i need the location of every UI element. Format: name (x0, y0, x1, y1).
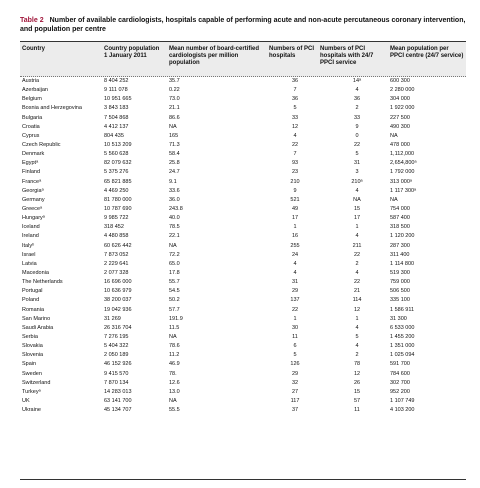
cell-population: 2 077 328 (104, 269, 129, 276)
cell-population: 5 375 276 (104, 169, 129, 176)
cell-country: Switzerland (22, 379, 51, 386)
cell-population-per-centre: 302 700 (390, 379, 410, 386)
cell-population-per-centre: 2,654,800ᵃ (390, 160, 417, 167)
cell-pci-hospitals: 22 (291, 306, 299, 313)
cell-population-per-centre: 287 300 (390, 242, 410, 249)
cell-population: 9 111 078 (104, 87, 128, 94)
cell-ppci-hospitals: 1 (355, 224, 359, 231)
cell-cardiologists: 58.4 (169, 151, 180, 158)
cell-pci-hospitals: 16 (291, 233, 299, 240)
cell-country: UK (22, 397, 30, 404)
cell-population: 8 404 252 (104, 78, 129, 84)
cell-population: 81 780 000 (104, 196, 132, 203)
cell-country: Germany (22, 196, 45, 203)
cell-pci-hospitals: 7 (293, 151, 297, 158)
cell-population-per-centre: 506 500 (390, 288, 410, 295)
cell-population: 38 200 037 (104, 297, 132, 304)
cell-pci-hospitals: 5 (293, 105, 297, 112)
cell-pci-hospitals: 521 (290, 196, 300, 203)
cell-cardiologists: 17.8 (169, 269, 180, 276)
cell-cardiologists: 22.1 (169, 233, 180, 240)
table-row (20, 150, 466, 159)
cell-pci-hospitals: 33 (291, 114, 299, 121)
cell-pci-hospitals: 49 (291, 205, 299, 212)
table-row (20, 77, 466, 86)
table-row (20, 379, 466, 388)
cell-cardiologists: 0.22 (169, 87, 180, 94)
cell-population: 26 316 704 (104, 324, 132, 331)
cell-pci-hospitals: 24 (291, 251, 299, 258)
cell-population: 82 079 632 (104, 160, 132, 167)
cell-pci-hospitals: 12 (291, 123, 299, 130)
cell-ppci-hospitals: 211 (352, 242, 362, 249)
table-row (20, 388, 466, 397)
cell-cardiologists: 191.9 (169, 315, 183, 322)
cell-country: Sweden (22, 370, 42, 377)
cell-ppci-hospitals: 57 (353, 397, 361, 404)
cell-population-per-centre: 591 700 (390, 361, 410, 368)
cell-population-per-centre: 1 025 094 (390, 352, 415, 359)
cell-country: Italyᵇ (22, 242, 35, 249)
cell-ppci-hospitals: 2 (355, 352, 359, 359)
cell-pci-hospitals: 22 (291, 141, 299, 148)
cell-cardiologists: 65.0 (169, 260, 180, 267)
cell-ppci-hospitals: 5 (355, 333, 359, 340)
cell-pci-hospitals: 27 (291, 388, 299, 395)
cell-ppci-hospitals: 22 (353, 251, 361, 258)
cell-population-per-centre: 1,112,000 (390, 151, 415, 158)
table-row (20, 159, 466, 168)
cell-population-per-centre: 1 792 000 (390, 169, 415, 176)
cell-cardiologists: 33.6 (169, 187, 180, 194)
table-row (20, 123, 466, 132)
cell-country: Denmark (22, 151, 45, 158)
cell-cardiologists: 57.7 (169, 306, 180, 313)
cell-population: 318 452 (104, 224, 124, 231)
cell-ppci-hospitals: 11 (354, 407, 360, 414)
cell-population: 5 560 628 (104, 151, 129, 158)
cell-ppci-hospitals: NA (353, 196, 361, 203)
header-country: Country (22, 46, 45, 52)
table-row (20, 104, 466, 113)
cell-cardiologists: 11.5 (169, 324, 180, 331)
cell-population: 4 469 250 (104, 187, 129, 194)
cell-ppci-hospitals: 21 (353, 288, 361, 295)
cell-pci-hospitals: 255 (290, 242, 300, 249)
cell-country: Turkeyᵃ (22, 388, 41, 395)
cell-country: Cyprus (22, 132, 40, 139)
cell-country: Slovakia (22, 343, 43, 350)
cell-pci-hospitals: 29 (291, 288, 299, 295)
cell-pci-hospitals: 137 (290, 297, 300, 304)
cell-country: Ireland (22, 233, 39, 240)
cell-country: Franceᵃ (22, 178, 42, 185)
cell-cardiologists: 72.2 (169, 251, 180, 258)
table-title: Number of available cardiologists, hospitals capable of performing acute and non-acute percutaneous coronary intervention, and population per centre (20, 17, 466, 33)
table-row (20, 196, 466, 205)
cell-population-per-centre: 1 351 000 (390, 343, 415, 350)
cell-population: 16 696 000 (104, 279, 132, 286)
cell-pci-hospitals: 17 (291, 215, 299, 222)
cell-population: 5 404 322 (104, 343, 129, 350)
cell-population-per-centre: 313 000ᵃ (390, 178, 412, 185)
cell-population-per-centre: 1 114 800 (390, 260, 415, 267)
cell-cardiologists: 243.8 (169, 205, 183, 212)
table-row (20, 287, 466, 296)
cell-ppci-hospitals: 5 (355, 151, 359, 158)
cell-ppci-hospitals: 4 (355, 187, 359, 194)
cell-cardiologists: NA (169, 123, 177, 130)
cell-population: 14 283 013 (104, 388, 132, 395)
cell-pci-hospitals: 4 (293, 260, 297, 267)
table-row (20, 232, 466, 241)
cell-country: Czech Republic (22, 141, 61, 148)
cell-population-per-centre: 1 117 300ᵃ (390, 187, 417, 194)
cell-country: Belgium (22, 96, 42, 103)
cell-population-per-centre: 952 200 (390, 388, 410, 395)
cell-country: Hungaryᵃ (22, 215, 45, 222)
data-table (20, 41, 466, 415)
cell-pci-hospitals: 32 (291, 379, 299, 386)
cell-pci-hospitals: 1 (293, 224, 297, 231)
table-row (20, 242, 466, 251)
cell-ppci-hospitals: 22 (353, 279, 361, 286)
cell-country: Croatia (22, 123, 40, 130)
table-row (20, 306, 466, 315)
cell-population-per-centre: NA (390, 196, 398, 203)
cell-population: 10 787 690 (104, 205, 132, 212)
header-cardiologists: Mean number of board-certified cardiologists per million population (169, 46, 260, 66)
table-row (20, 269, 466, 278)
table-row (20, 296, 466, 305)
cell-cardiologists: NA (169, 397, 177, 404)
table-footnote-divider (20, 479, 466, 486)
cell-country: San Marino (22, 315, 51, 322)
cell-population: 4 480 858 (104, 233, 129, 240)
cell-ppci-hospitals: 4 (355, 343, 359, 350)
cell-population: 7 276 195 (104, 333, 129, 340)
cell-ppci-hospitals: 15 (353, 388, 361, 395)
cell-pci-hospitals: 5 (293, 352, 297, 359)
cell-population-per-centre: 318 500 (390, 224, 410, 231)
cell-population-per-centre: 1 586 911 (390, 306, 415, 313)
cell-ppci-hospitals: 31 (353, 160, 361, 167)
cell-cardiologists: 78.6 (169, 343, 180, 350)
cell-population: 804 435 (104, 132, 124, 139)
cell-population-per-centre: 6 533 000 (390, 324, 415, 331)
cell-population-per-centre: 759 000 (390, 279, 410, 286)
table-label: Table 2 (20, 17, 44, 24)
table-row (20, 214, 466, 223)
header-population-per-centre: Mean population per PPCI centre (24/7 service) (390, 46, 464, 59)
header-pci-hospitals: Numbers of PCI hospitals (269, 46, 315, 59)
cell-ppci-hospitals: 1 (355, 315, 359, 322)
table-row (20, 315, 466, 324)
cell-cardiologists: NA (169, 242, 177, 249)
cell-population: 65 821 885 (104, 178, 132, 185)
cell-pci-hospitals: 36 (291, 78, 299, 84)
cell-population: 10 636 979 (104, 288, 132, 295)
cell-pci-hospitals: 11 (292, 333, 298, 340)
cell-cardiologists: 46.9 (169, 361, 180, 368)
table-row (20, 205, 466, 214)
cell-pci-hospitals: 9 (293, 187, 297, 194)
table-row (20, 132, 466, 141)
cell-ppci-hospitals: 9 (355, 123, 359, 130)
cell-country: The Netherlands (22, 279, 63, 286)
cell-country: Israel (22, 251, 36, 258)
cell-cardiologists: 11.2 (169, 352, 180, 359)
cell-ppci-hospitals: 4 (355, 269, 359, 276)
cell-ppci-hospitals: 14ᵃ (352, 78, 362, 84)
table-row (20, 333, 466, 342)
cell-ppci-hospitals: 2 (355, 105, 359, 112)
table-row (20, 86, 466, 95)
cell-pci-hospitals: 210 (290, 178, 300, 185)
cell-population-per-centre: 335 100 (390, 297, 410, 304)
table-row (20, 278, 466, 287)
cell-pci-hospitals: 29 (291, 370, 299, 377)
cell-cardiologists: NA (169, 333, 177, 340)
cell-population: 2 050 189 (104, 352, 129, 359)
cell-pci-hospitals: 4 (293, 132, 297, 139)
cell-population-per-centre: 784 600 (390, 370, 410, 377)
cell-ppci-hospitals: 12 (353, 370, 361, 377)
cell-ppci-hospitals: 2 (355, 260, 359, 267)
cell-population-per-centre: 311 400 (390, 251, 410, 258)
cell-cardiologists: 12.6 (169, 379, 180, 386)
cell-pci-hospitals: 126 (290, 361, 300, 368)
cell-population-per-centre: 1 120 200 (390, 233, 415, 240)
cell-population: 45 134 707 (104, 407, 132, 414)
table-row (20, 141, 466, 150)
cell-country: Finland (22, 169, 41, 176)
cell-cardiologists: 78.5 (169, 224, 180, 231)
cell-country: Egyptᵃ (22, 160, 39, 167)
cell-population: 7 504 868 (104, 114, 129, 121)
cell-pci-hospitals: 1 (293, 315, 297, 322)
cell-country: Saudi Arabia (22, 324, 54, 331)
cell-ppci-hospitals: 36 (353, 96, 361, 103)
cell-country: Bosnia and Herzegovina (22, 105, 82, 112)
cell-cardiologists: 35.7 (169, 78, 180, 84)
cell-ppci-hospitals: 4 (355, 233, 359, 240)
cell-population-per-centre: 519 300 (390, 269, 410, 276)
cell-ppci-hospitals: 78 (353, 361, 361, 368)
cell-pci-hospitals: 4 (293, 269, 297, 276)
table-row (20, 168, 466, 177)
table-body (20, 77, 466, 415)
cell-population: 2 229 641 (104, 260, 129, 267)
cell-cardiologists: 86.6 (169, 114, 180, 121)
cell-pci-hospitals: 30 (291, 324, 299, 331)
cell-ppci-hospitals: 12 (353, 306, 361, 313)
cell-ppci-hospitals: 22 (353, 141, 361, 148)
cell-cardiologists: 40.0 (169, 215, 180, 222)
cell-country: Macedonia (22, 269, 49, 276)
cell-cardiologists: 21.1 (169, 105, 180, 112)
cell-population: 3 843 183 (104, 105, 129, 112)
cell-population: 10 951 665 (104, 96, 132, 103)
cell-country: Slovenia (22, 352, 44, 359)
header-ppci-hospitals: Numbers of PCI hospitals with 24/7 PPCI service (320, 46, 374, 66)
cell-cardiologists: 71.3 (169, 141, 180, 148)
table-header (20, 42, 466, 77)
cell-ppci-hospitals: 4 (355, 324, 359, 331)
cell-ppci-hospitals: 15 (353, 205, 361, 212)
cell-population: 63 141 700 (104, 397, 132, 404)
cell-cardiologists: 78. (169, 370, 177, 377)
cell-population-per-centre: 1 922 000 (390, 105, 415, 112)
cell-ppci-hospitals: 26 (353, 379, 361, 386)
cell-pci-hospitals: 7 (293, 87, 297, 94)
cell-ppci-hospitals: 3 (355, 169, 359, 176)
table-row (20, 187, 466, 196)
table-caption (20, 16, 466, 34)
cell-country: Latvia (22, 260, 37, 267)
cell-pci-hospitals: 117 (290, 397, 300, 404)
cell-population: 7 873 052 (104, 251, 129, 258)
cell-ppci-hospitals: 4 (355, 87, 359, 94)
cell-country: Greeceᵃ (22, 205, 43, 212)
cell-cardiologists: 55.7 (169, 279, 180, 286)
cell-country: Georgiaᵃ (22, 187, 44, 194)
cell-pci-hospitals: 23 (291, 169, 299, 176)
cell-country: Portugal (22, 288, 43, 295)
cell-population-per-centre: 1 455 200 (390, 333, 415, 340)
cell-pci-hospitals: 93 (291, 160, 299, 167)
cell-cardiologists: 55.5 (169, 407, 180, 414)
cell-cardiologists: 73.0 (169, 96, 180, 103)
cell-country: Romania (22, 306, 45, 313)
cell-pci-hospitals: 31 (291, 279, 299, 286)
cell-population: 46 152 926 (104, 361, 132, 368)
cell-population: 9 985 722 (104, 215, 129, 222)
cell-population-per-centre: 2 280 000 (390, 87, 415, 94)
table-row (20, 397, 466, 406)
table-row (20, 223, 466, 232)
cell-country: Serbia (22, 333, 38, 340)
cell-pci-hospitals: 6 (293, 343, 297, 350)
cell-cardiologists: 50.2 (169, 297, 180, 304)
table-row (20, 324, 466, 333)
table-row (20, 360, 466, 369)
table-row (20, 342, 466, 351)
table-row (20, 370, 466, 379)
cell-country: Azerbaijan (22, 87, 48, 94)
cell-population-per-centre: NA (390, 132, 398, 139)
cell-cardiologists: 165 (169, 132, 179, 139)
cell-country: Poland (22, 297, 40, 304)
cell-cardiologists: 24.7 (169, 169, 180, 176)
cell-population-per-centre: 4 103 200 (390, 407, 415, 414)
cell-ppci-hospitals: 17 (353, 215, 361, 222)
cell-population: 60 626 442 (104, 242, 132, 249)
cell-cardiologists: 13.0 (169, 388, 180, 395)
table-row (20, 95, 466, 104)
cell-ppci-hospitals: 33 (353, 114, 361, 121)
cell-ppci-hospitals: 114 (352, 297, 362, 304)
cell-country: Ukraine (22, 407, 41, 414)
cell-cardiologists: 36.0 (169, 196, 180, 203)
table-row (20, 351, 466, 360)
cell-pci-hospitals: 36 (291, 96, 299, 103)
table-row (20, 260, 466, 269)
cell-population: 19 042 936 (104, 306, 132, 313)
cell-population-per-centre: 587 400 (390, 215, 410, 222)
cell-population: 9 415 570 (104, 370, 129, 377)
cell-population-per-centre: 754 000 (390, 205, 410, 212)
cell-country: Austria (22, 78, 40, 84)
cell-cardiologists: 54.5 (169, 288, 180, 295)
cell-ppci-hospitals: 0 (355, 132, 359, 139)
cell-population: 7 870 134 (104, 379, 129, 386)
table-row (20, 178, 466, 187)
cell-country: Spain (22, 361, 37, 368)
cell-pci-hospitals: 37 (291, 407, 299, 414)
table-row (20, 406, 466, 415)
cell-population-per-centre: 304 000 (390, 96, 410, 103)
cell-population: 10 513 209 (104, 141, 132, 148)
header-population: Country population 1 January 2011 (104, 46, 160, 59)
cell-population-per-centre: 1 107 749 (390, 397, 415, 404)
cell-country: Bulgaria (22, 114, 43, 121)
cell-population-per-centre: 227 500 (390, 114, 410, 121)
cell-population: 31 269 (104, 315, 121, 322)
table-row (20, 114, 466, 123)
cell-population-per-centre: 31 300 (390, 315, 407, 322)
cell-population-per-centre: 478 000 (390, 141, 410, 148)
cell-population-per-centre: 490 300 (390, 123, 410, 130)
cell-ppci-hospitals: 210ᵃ (351, 178, 363, 185)
cell-cardiologists: 9.1 (169, 178, 177, 185)
cell-cardiologists: 25.8 (169, 160, 180, 167)
cell-population: 4 412 137 (104, 123, 129, 130)
cell-population-per-centre: 600 300 (390, 78, 410, 84)
table-row (20, 251, 466, 260)
cell-country: Iceland (22, 224, 40, 231)
